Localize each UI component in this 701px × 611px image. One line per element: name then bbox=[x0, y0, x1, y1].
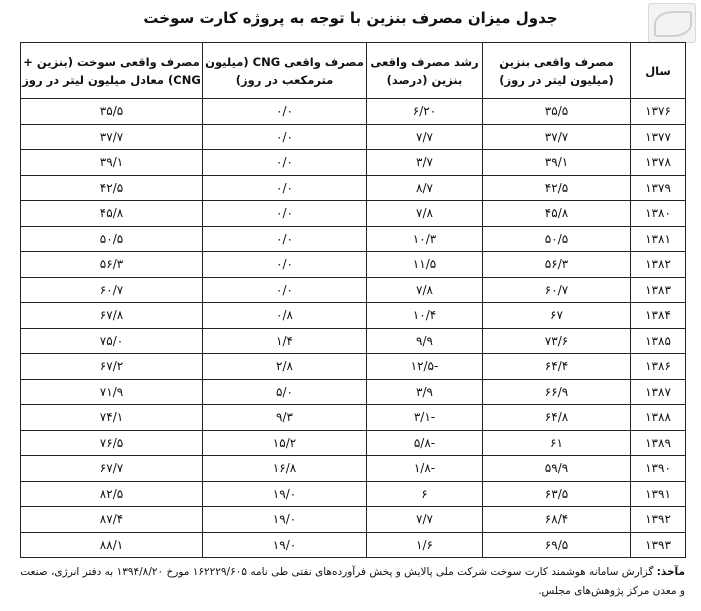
cell-year: ۱۳۷۶ bbox=[631, 99, 686, 125]
table-header-row bbox=[21, 43, 686, 99]
table-row bbox=[21, 175, 686, 201]
cell-cng-consumption: ۰/۰ bbox=[203, 226, 367, 252]
cell-total-fuel-consumption: ۵۶/۳ bbox=[21, 252, 203, 278]
cell-gasoline-growth: ۶/۲۰ bbox=[367, 99, 483, 125]
cell-gasoline-consumption: ۵۹/۹ bbox=[483, 456, 631, 482]
cell-cng-consumption: ۱۵/۲ bbox=[203, 430, 367, 456]
page-title: جدول میزان مصرف بنزین با توجه به پروژه کارت سوخت bbox=[143, 9, 558, 27]
cell-gasoline-growth: -۵/۸ bbox=[367, 430, 483, 456]
header-gasoline-growth: رشد مصرف واقعی بنزین (درصد) bbox=[367, 43, 483, 99]
table-row bbox=[21, 328, 686, 354]
table-row bbox=[21, 456, 686, 482]
cell-gasoline-consumption: ۳۹/۱ bbox=[483, 150, 631, 176]
cell-gasoline-consumption: ۶۳/۵ bbox=[483, 481, 631, 507]
table-row bbox=[21, 124, 686, 150]
cell-gasoline-consumption: ۷۳/۶ bbox=[483, 328, 631, 354]
cell-total-fuel-consumption: ۵۰/۵ bbox=[21, 226, 203, 252]
cell-total-fuel-consumption: ۸۸/۱ bbox=[21, 532, 203, 558]
cell-total-fuel-consumption: ۶۷/۸ bbox=[21, 303, 203, 329]
table-row bbox=[21, 277, 686, 303]
cell-gasoline-consumption: ۵۰/۵ bbox=[483, 226, 631, 252]
table-row bbox=[21, 532, 686, 558]
cell-gasoline-consumption: ۶۶/۹ bbox=[483, 379, 631, 405]
table-row bbox=[21, 99, 686, 125]
header-total-fuel-consumption: مصرف واقعی سوخت (بنزین + CNG) معادل میلیون لیتر در روز bbox=[21, 43, 203, 99]
cell-gasoline-consumption: ۶۹/۵ bbox=[483, 532, 631, 558]
cell-year: ۱۳۸۵ bbox=[631, 328, 686, 354]
table-row bbox=[21, 354, 686, 380]
cell-year: ۱۳۹۳ bbox=[631, 532, 686, 558]
table-row bbox=[21, 201, 686, 227]
cell-gasoline-consumption: ۴۲/۵ bbox=[483, 175, 631, 201]
cell-total-fuel-consumption: ۷۱/۹ bbox=[21, 379, 203, 405]
cell-gasoline-growth: ۸/۷ bbox=[367, 175, 483, 201]
source-label: مآخذ: bbox=[656, 566, 685, 578]
logo-mark bbox=[654, 11, 692, 37]
cell-cng-consumption: ۱۹/۰ bbox=[203, 481, 367, 507]
cell-cng-consumption: ۱/۴ bbox=[203, 328, 367, 354]
cell-total-fuel-consumption: ۳۹/۱ bbox=[21, 150, 203, 176]
cell-year: ۱۳۸۴ bbox=[631, 303, 686, 329]
cell-year: ۱۳۸۰ bbox=[631, 201, 686, 227]
cell-year: ۱۳۹۲ bbox=[631, 507, 686, 533]
cell-cng-consumption: ۰/۰ bbox=[203, 175, 367, 201]
cell-total-fuel-consumption: ۴۲/۵ bbox=[21, 175, 203, 201]
table-row bbox=[21, 252, 686, 278]
cell-cng-consumption: ۱۹/۰ bbox=[203, 507, 367, 533]
cell-total-fuel-consumption: ۴۵/۸ bbox=[21, 201, 203, 227]
cell-gasoline-growth: -۱۲/۵ bbox=[367, 354, 483, 380]
cell-cng-consumption: ۱۶/۸ bbox=[203, 456, 367, 482]
header-gasoline-consumption: مصرف واقعی بنزین (میلیون لیتر در روز) bbox=[483, 43, 631, 99]
cell-total-fuel-consumption: ۳۷/۷ bbox=[21, 124, 203, 150]
cell-gasoline-growth: ۱۰/۳ bbox=[367, 226, 483, 252]
cell-year: ۱۳۸۹ bbox=[631, 430, 686, 456]
cell-year: ۱۳۷۹ bbox=[631, 175, 686, 201]
cell-gasoline-growth: ۹/۹ bbox=[367, 328, 483, 354]
cell-gasoline-growth: ۱۱/۵ bbox=[367, 252, 483, 278]
cell-year: ۱۳۸۱ bbox=[631, 226, 686, 252]
cell-gasoline-consumption: ۶۰/۷ bbox=[483, 277, 631, 303]
cell-cng-consumption: ۰/۰ bbox=[203, 277, 367, 303]
cell-cng-consumption: ۰/۸ bbox=[203, 303, 367, 329]
table-row bbox=[21, 430, 686, 456]
cell-cng-consumption: ۱۹/۰ bbox=[203, 532, 367, 558]
cell-total-fuel-consumption: ۶۰/۷ bbox=[21, 277, 203, 303]
cell-cng-consumption: ۰/۰ bbox=[203, 124, 367, 150]
cell-gasoline-growth: ۷/۸ bbox=[367, 201, 483, 227]
cell-total-fuel-consumption: ۳۵/۵ bbox=[21, 99, 203, 125]
cell-total-fuel-consumption: ۶۷/۲ bbox=[21, 354, 203, 380]
cell-year: ۱۳۸۷ bbox=[631, 379, 686, 405]
cell-total-fuel-consumption: ۷۵/۰ bbox=[21, 328, 203, 354]
table-row bbox=[21, 481, 686, 507]
cell-gasoline-consumption: ۶۱ bbox=[483, 430, 631, 456]
fuel-consumption-table bbox=[20, 42, 686, 558]
table-row bbox=[21, 303, 686, 329]
cell-cng-consumption: ۹/۳ bbox=[203, 405, 367, 431]
cell-year: ۱۳۸۶ bbox=[631, 354, 686, 380]
cell-year: ۱۳۹۰ bbox=[631, 456, 686, 482]
cell-year: ۱۳۸۲ bbox=[631, 252, 686, 278]
cell-gasoline-growth: ۳/۹ bbox=[367, 379, 483, 405]
cell-gasoline-growth: -۳/۱ bbox=[367, 405, 483, 431]
cell-total-fuel-consumption: ۸۷/۴ bbox=[21, 507, 203, 533]
cell-gasoline-growth: ۷/۷ bbox=[367, 124, 483, 150]
cell-gasoline-consumption: ۳۵/۵ bbox=[483, 99, 631, 125]
header-year: سال bbox=[631, 43, 686, 99]
table-row bbox=[21, 150, 686, 176]
table-row bbox=[21, 226, 686, 252]
cell-gasoline-growth: ۶ bbox=[367, 481, 483, 507]
cell-gasoline-consumption: ۶۴/۸ bbox=[483, 405, 631, 431]
cell-total-fuel-consumption: ۷۶/۵ bbox=[21, 430, 203, 456]
cell-gasoline-growth: -۱/۸ bbox=[367, 456, 483, 482]
table-body bbox=[21, 99, 686, 558]
cell-year: ۱۳۹۱ bbox=[631, 481, 686, 507]
cell-gasoline-growth: ۷/۸ bbox=[367, 277, 483, 303]
cell-gasoline-consumption: ۴۵/۸ bbox=[483, 201, 631, 227]
cell-gasoline-consumption: ۶۷ bbox=[483, 303, 631, 329]
cell-gasoline-consumption: ۶۴/۴ bbox=[483, 354, 631, 380]
cell-cng-consumption: ۲/۸ bbox=[203, 354, 367, 380]
cell-cng-consumption: ۵/۰ bbox=[203, 379, 367, 405]
cell-total-fuel-consumption: ۷۴/۱ bbox=[21, 405, 203, 431]
source-note bbox=[20, 563, 685, 601]
cell-gasoline-growth: ۷/۷ bbox=[367, 507, 483, 533]
cell-gasoline-growth: ۱/۶ bbox=[367, 532, 483, 558]
cell-total-fuel-consumption: ۸۲/۵ bbox=[21, 481, 203, 507]
header-cng-consumption: مصرف واقعی CNG (میلیون مترمکعب در روز) bbox=[203, 43, 367, 99]
cell-cng-consumption: ۰/۰ bbox=[203, 201, 367, 227]
cell-year: ۱۳۸۸ bbox=[631, 405, 686, 431]
cell-gasoline-consumption: ۶۸/۴ bbox=[483, 507, 631, 533]
table-row bbox=[21, 507, 686, 533]
cell-gasoline-consumption: ۵۶/۳ bbox=[483, 252, 631, 278]
cell-year: ۱۳۷۷ bbox=[631, 124, 686, 150]
cell-year: ۱۳۷۸ bbox=[631, 150, 686, 176]
table-row bbox=[21, 379, 686, 405]
table-row bbox=[21, 405, 686, 431]
cell-total-fuel-consumption: ۶۷/۷ bbox=[21, 456, 203, 482]
cell-gasoline-growth: ۳/۷ bbox=[367, 150, 483, 176]
news-agency-logo-icon bbox=[648, 3, 696, 43]
source-text: گزارش سامانه هوشمند کارت سوخت شرکت ملی پالایش و پخش فرآورده‌های نفتی طی نامه ۱۶۲۲۲۹/۶۰۵ مورخ ۱۳۹۴/۸/۲۰ به دفتر انرژی، صنعت و معدن مرکز پژوهش‌های مجلس. bbox=[20, 566, 685, 597]
cell-gasoline-growth: ۱۰/۴ bbox=[367, 303, 483, 329]
cell-gasoline-consumption: ۳۷/۷ bbox=[483, 124, 631, 150]
cell-cng-consumption: ۰/۰ bbox=[203, 150, 367, 176]
cell-cng-consumption: ۰/۰ bbox=[203, 99, 367, 125]
cell-year: ۱۳۸۳ bbox=[631, 277, 686, 303]
cell-cng-consumption: ۰/۰ bbox=[203, 252, 367, 278]
